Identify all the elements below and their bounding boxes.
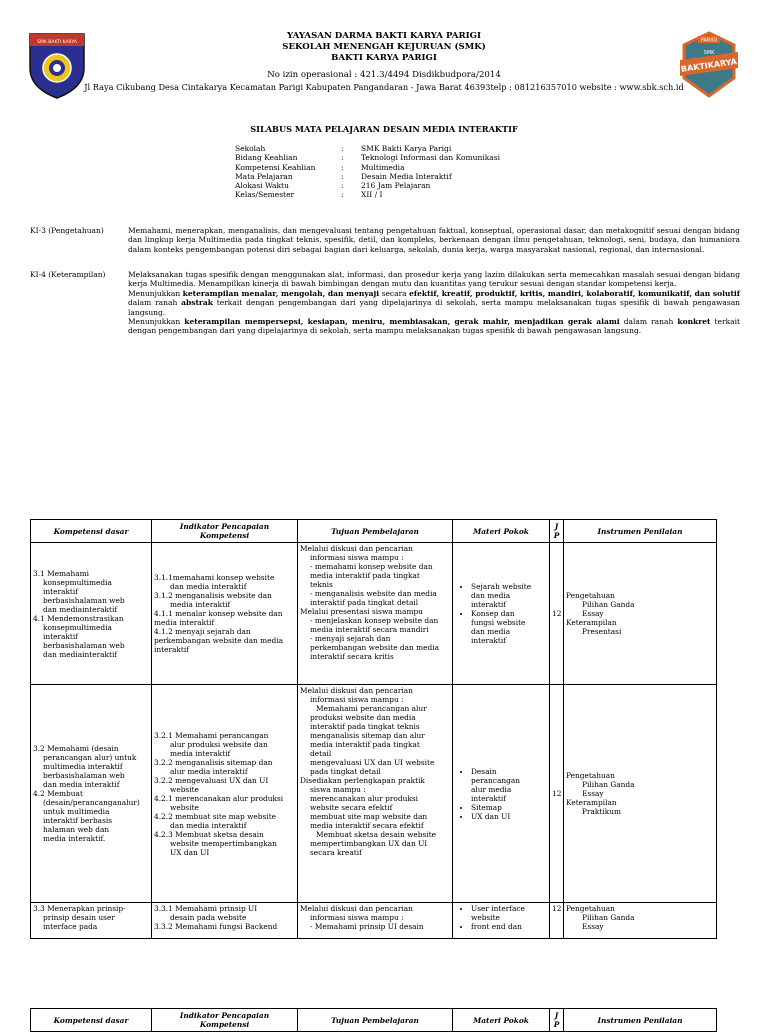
cell-mp	[453, 685, 550, 903]
ki3-text: Memahami, menerapkan, menganalisis, dan mengevaluasi tentang pengetahuan faktual, konseptual, operasional dasar, dan metakognitif sesuai dengan bidang dan lingkup kerja Multimedia pada tingkat teknis, spesifik, detil, dan kompleks, berkenaan dengan ilmu pengetahuan, teknologi, seni, budaya, dan humaniora dalam konteks pengembangan potensi diri sebagai bagian dari keluarga, sekolah, dunia kerja, warga masyarakat nasional, regional, dan internasional.	[128, 226, 740, 254]
col-header: Tujuan Pembelajaran	[298, 1009, 453, 1032]
cell-tp: Melalui diskusi dan pencarian informasi siswa mampu : - Memahami prinsip UI desain	[298, 903, 453, 939]
list-item: • front end dan	[471, 922, 547, 931]
info-row: Alokasi Waktu : 216 Jam Pelajaran	[235, 181, 431, 191]
col-header: Indikator Pencapaian Kompetensi	[152, 1009, 298, 1032]
col-header: J P	[550, 520, 564, 543]
info-row: Kelas/Semester : XII / I	[235, 190, 383, 200]
table-row	[31, 685, 717, 903]
header-school-name: BAKTI KARYA PARIGI	[331, 53, 437, 63]
cell-jp: 12	[550, 685, 564, 903]
col-header: J P	[550, 1009, 564, 1032]
table-row	[31, 543, 717, 685]
cell-ip: Pengetahuan Pilihan Ganda Essay	[564, 903, 717, 939]
col-header: Tujuan Pembelajaran	[298, 520, 453, 543]
logo-left-text: SMK BAKTI KARYA	[37, 40, 77, 45]
page-title: SILABUS MATA PELAJARAN DESAIN MEDIA INTERAKTIF	[250, 124, 518, 134]
cell-mp	[453, 903, 550, 939]
col-header: Kompetensi dasar	[31, 520, 152, 543]
logo-right-mid-text: SMK	[703, 50, 715, 56]
col-header: Materi Pokok	[453, 520, 550, 543]
cell-kd: 3.2 Memahami (desain perancangan alur) untuk multimedia interaktif berbasishalaman web dan media interaktif 4.2 Membuat (desain/perancanganalur) untuk multimedia interaktif berbasis halaman web dan media interaktif.	[31, 685, 152, 903]
ki3-section	[30, 226, 740, 254]
info-row: Sekolah : SMK Bakti Karya Parigi	[235, 144, 452, 153]
ki3-label: KI-3 (Pengetahuan)	[30, 226, 104, 235]
info-row: Kompetensi Keahlian : Multimedia	[235, 162, 405, 172]
list-item: • Sejarah website dan media interaktif	[471, 582, 547, 609]
ki4-label: KI-4 (Keterampilan)	[30, 270, 106, 279]
header-school-type: SEKOLAH MENENGAH KEJURUAN (SMK)	[282, 42, 486, 52]
cell-tp: Melalui diskusi dan pencarian informasi siswa mampu : - memahami konsep website dan media interaktif pada tingkat teknis - menganalisis website dan media interaktif pada tingkat detail Melalui presentasi siswa mampu - menjelaskan konsep website dan media interaktif secara mandiri - menyaji sejarah dan perkembangan website dan media interaktif secara kritis	[298, 543, 453, 685]
cell-jp: 12	[550, 903, 564, 939]
table-header-row	[31, 1009, 717, 1032]
cell-ipk: 3.3.1 Memahami prinsip UI desain pada website 3.3.2 Memahami fungsi Backend	[152, 903, 298, 939]
table-row	[31, 903, 717, 939]
col-header: Materi Pokok	[453, 1009, 550, 1032]
cell-jp: 12	[550, 543, 564, 685]
list-item: • Konsep dan fungsi website dan media interaktif	[471, 609, 547, 645]
logo-right-main-text: BAKTIKARYA	[680, 57, 738, 74]
info-row: Mata Pelajaran : Desain Media Interaktif	[235, 171, 452, 181]
cell-ip: Pengetahuan Pilihan Ganda Essay Keterampilan Presentasi	[564, 543, 717, 685]
cell-kd: 3.3 Menerapkan prinsip- prinsip desain user interface pada	[31, 903, 152, 939]
syllabus-table-continued	[30, 1008, 717, 1032]
ki4-text: Melaksanakan tugas spesifik dengan menggunakan alat, informasi, dan prosedur kerja yang lazim dilakukan serta memecahkan masalah sesuai dengan bidang kerja Multimedia. Menampilkan kinerja di bawah bimbingan dengan mutu dan kuantitas yang terukur sesuai dengan standar kompetensi kerja. Menunjukkan keterampilan menalar, mengolah, dan menyaji secara efektif, kreatif, produktif, kritis, mandiri, kolaboratif, komunikatif, dan solutif dalam ranah abstrak terkait dengan pengembangan dari yang dipelajarinya di sekolah, serta mampu melaksanakan tugas spesifik di bawah pengawasan langsung. Menunjukkan keterampilan mempersepsi, kesiapan, meniru, membiasakan, gerak mahir, menjadikan gerak alami dalam ranah konkret terkait dengan pengembangan dari yang dipelajarinya di sekolah, serta mampu melaksanakan tugas spesifik di bawah pengawasan langsung.	[128, 270, 740, 336]
col-header: Instrumen Penilaian	[564, 520, 717, 543]
logo-right-top-text: PARIGI	[700, 37, 718, 44]
cell-mp	[453, 543, 550, 685]
syllabus-table	[30, 519, 717, 939]
list-item: • Desain perancangan alur media interaktif	[471, 767, 547, 803]
cell-tp: Melalui diskusi dan pencarian informasi siswa mampu : Memahami perancangan alur produksi website dan media interaktif pada tingkat teknis menganalisis sitemap dan alur media interaktif pada tingkat detail mengevaluasi UX dan UI website pada tingkat detail Disediakan perlengkapan praktik siswa mampu : merencanakan alur produksi website secara efektif membuat site map website dan media interaktif secara efektif Membuat sketsa desain website mempertimbangkan UX dan UI secara kreatif	[298, 685, 453, 903]
cell-kd: 3.1 Memahami konsepmultimedia interaktif berbasishalaman web dan mediainteraktif 4.1 Mendemonstrasikan konsepmultimedia interaktif berbasishalaman web dan mediainteraktif	[31, 543, 152, 685]
col-header: Indikator Pencapaian Kompetensi	[152, 520, 298, 543]
list-item: • UX dan UI	[471, 812, 547, 821]
header-foundation: YAYASAN DARMA BAKTI KARYA PARIGI	[287, 31, 481, 41]
cell-ipk: 3.1.1memahami konsep website dan media interaktif 3.1.2 menganalisis website dan media interaktif 4.1.1 menalar konsep website dan media interaktif 4.1.2 menyaji sejarah dan perkembangan website dan media interaktif	[152, 543, 298, 685]
syllabus-info	[235, 144, 500, 200]
list-item: • Sitemap	[471, 803, 547, 812]
header-address: Jl Raya Cikubang Desa Cintakarya Kecamatan Parigi Kabupaten Pangandaran - Jawa Barat 46393telp : 081216357010 website : www.sbk.sch.id	[84, 82, 684, 92]
ki4-section	[30, 270, 740, 336]
header-license: No izin operasional : 421.3/4494 Disdikbudpora/2014	[267, 70, 501, 80]
info-row: Bidang Keahlian : Teknologi Informasi dan Komunikasi	[235, 153, 500, 163]
col-header: Instrumen Penilaian	[564, 1009, 717, 1032]
cell-ip: Pengetahuan Pilihan Ganda Essay Keterampilan Praktikum	[564, 685, 717, 903]
col-header: Kompetensi dasar	[31, 1009, 152, 1032]
table-header-row	[31, 520, 717, 543]
cell-ipk: 3.2.1 Memahami perancangan alur produksi website dan media interaktif 3.2.2 menganalisis sitemap dan alur media interaktif 3.2.2 mengevaluasi UX dan UI website 4.2.1 merencanakan alur produksi website 4.2.2 membuat site map website dan media interaktif 4.2.3 Membuat sketsa desain website mempertimbangkan UX dan UI	[152, 685, 298, 903]
list-item: • User interface website	[471, 904, 547, 922]
